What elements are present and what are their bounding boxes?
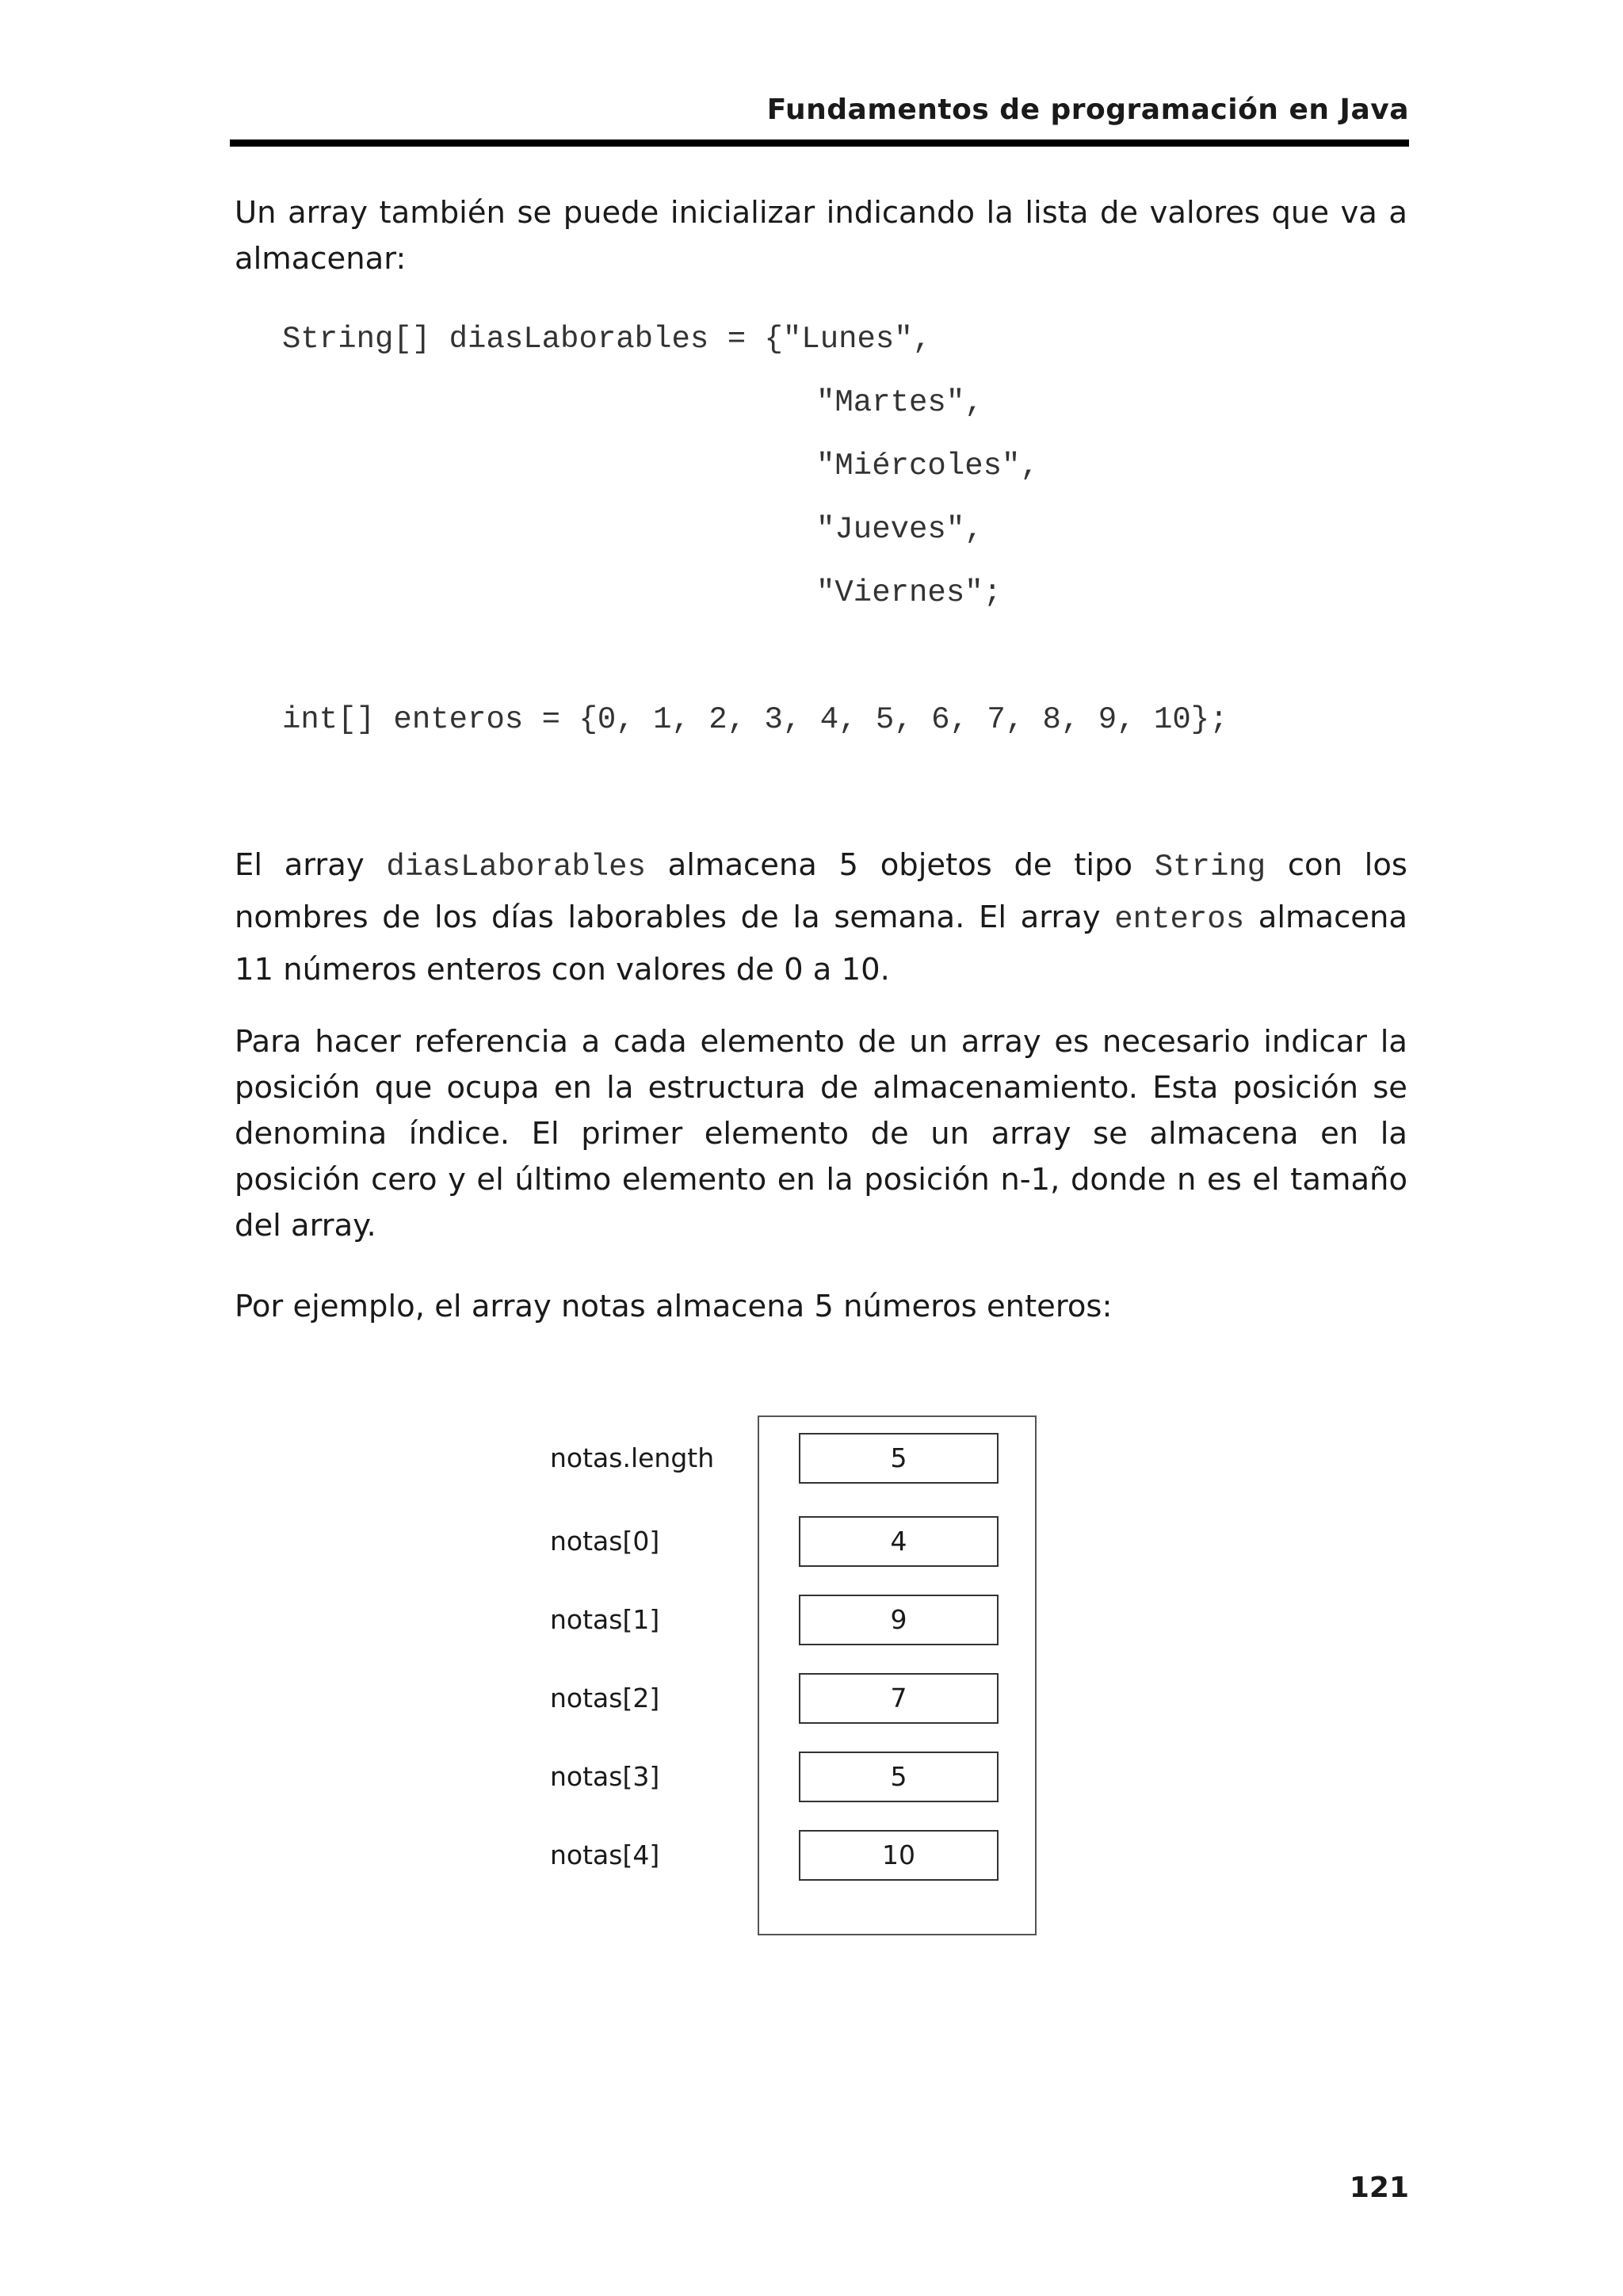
row-label: notas[0] — [550, 1526, 660, 1557]
running-header: Fundamentos de programación en Java — [766, 94, 1409, 126]
row-label: notas.length — [550, 1442, 715, 1473]
page-number: 121 — [1349, 2172, 1409, 2204]
text-run: almacena 11 números enteros con valores de 0 a 10. — [235, 900, 1407, 988]
text-run: El array — [235, 847, 365, 883]
row-value-cell: 7 — [799, 1673, 999, 1724]
code-line-4: "Jueves", — [816, 512, 983, 547]
code-line-6: int[] enteros = {0, 1, 2, 3, 4, 5, 6, 7, 8, 9, 10}; — [282, 702, 1228, 737]
text-run: con los nombres de los días laborables de la semana. El array — [235, 847, 1407, 935]
code-line-5: "Viernes"; — [816, 575, 1002, 610]
index-paragraph: Para hacer referencia a cada elemento de un array es necesario indicar la posición que ocupa en la estructura de almacenamiento. Esta posición se denomina índice. El primer elemento de un array se almacena en la posición cero y el último elemento en la posición n-1, donde n es el tamaño del array. — [235, 1024, 1407, 1244]
inline-code-string: String — [1154, 850, 1266, 884]
row-value-cell: 9 — [799, 1595, 999, 1645]
row-label: notas[4] — [550, 1839, 660, 1870]
row-label: notas[2] — [550, 1683, 660, 1713]
header-rule — [230, 139, 1409, 147]
code-line-3: "Miércoles", — [816, 449, 1039, 483]
arrays-description-paragraph — [235, 840, 1407, 995]
row-value-cell: 5 — [799, 1433, 999, 1484]
row-value-cell: 4 — [799, 1516, 999, 1567]
row-label: notas[1] — [550, 1604, 660, 1635]
text-run: almacena 5 objetos de tipo — [667, 847, 1133, 883]
code-line-1: String[] diasLaborables = {"Lunes", — [282, 322, 932, 357]
example-paragraph: Por ejemplo, el array notas almacena 5 números enteros: — [235, 1289, 1113, 1324]
inline-code-enteros: enteros — [1114, 902, 1245, 937]
row-label: notas[3] — [550, 1761, 660, 1792]
inline-code-dias-laborables: diasLaborables — [386, 850, 646, 884]
notas-array-diagram — [547, 1415, 1102, 1939]
row-value-cell: 5 — [799, 1752, 999, 1802]
code-line-2: "Martes", — [816, 385, 983, 420]
intro-paragraph: Un array también se puede inicializar indicando la lista de valores que va a almacenar: — [235, 195, 1407, 277]
row-value-cell: 10 — [799, 1830, 999, 1881]
